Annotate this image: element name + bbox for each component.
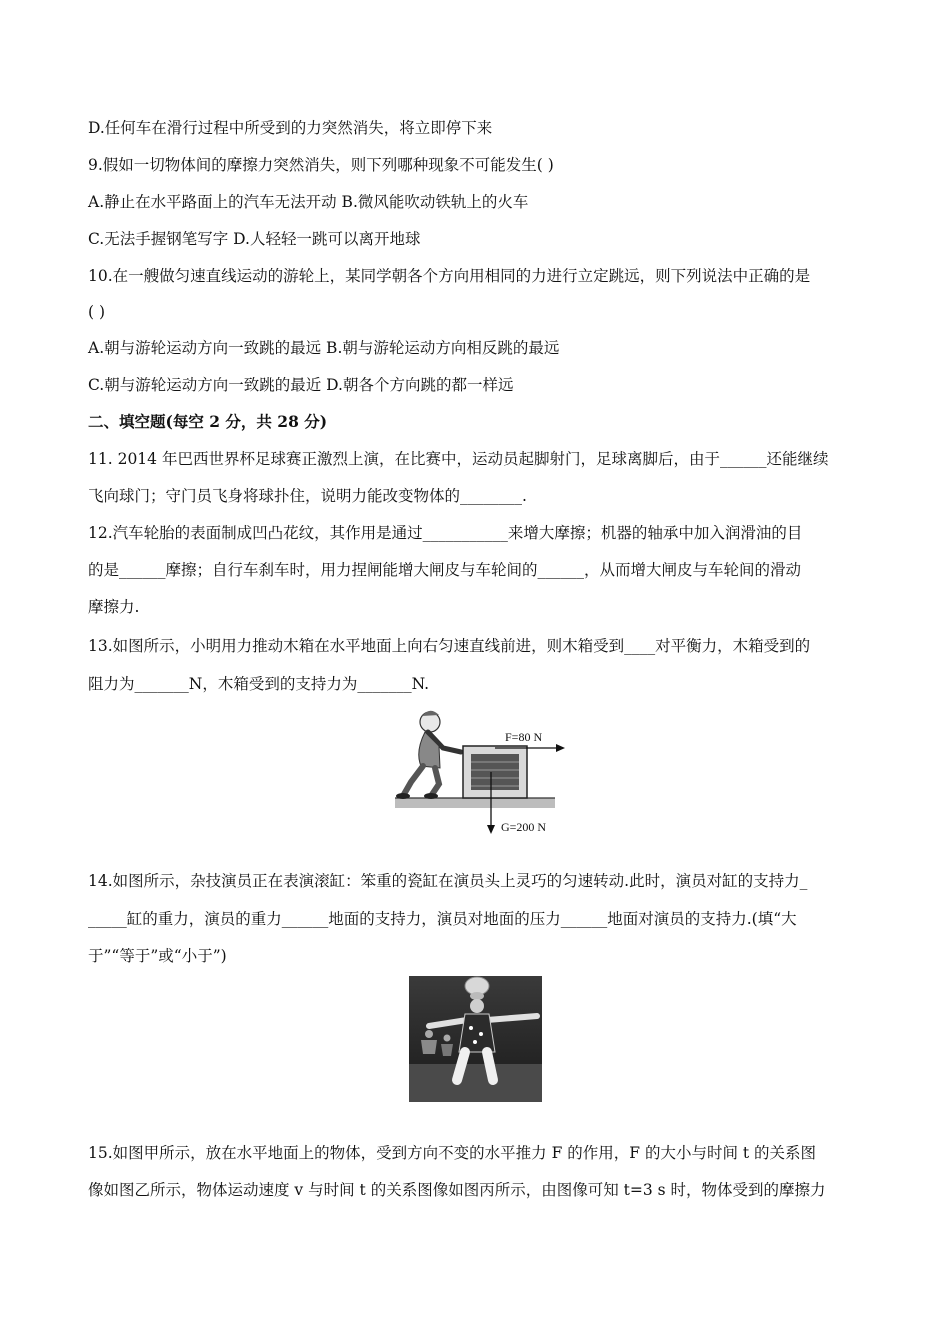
text-line: 摩擦力. xyxy=(88,598,140,616)
text-line: 像如图乙所示，物体运动速度 v 与时间 t 的关系图像如图丙所示，由图像可知 t=3 s 时，物体受到的摩擦力 xyxy=(88,1181,826,1199)
text-line: D.任何车在滑行过程中所受到的力突然消失，将立即停下来 xyxy=(88,119,493,137)
push-box-figure xyxy=(395,702,570,840)
weight-label: G=200 N xyxy=(501,820,547,834)
text-line: 13.如图所示，小明用力推动木箱在水平地面上向右匀速直线前进，则木箱受到____对平衡力，木箱受到的 xyxy=(88,637,811,655)
text-line: 的是______摩擦；自行车刹车时，用力捏闸能增大闸皮与车轮间的______，从而增大闸皮与车轮间的滑动 xyxy=(88,561,802,579)
text-line: 12.汽车轮胎的表面制成凹凸花纹，其作用是通过___________来增大摩擦；机器的轴承中加入润滑油的目 xyxy=(88,524,803,542)
acrobat-drawing xyxy=(409,976,542,1102)
text-line: 11. 2014 年巴西世界杯足球赛正激烈上演，在比赛中，运动员起脚射门，足球离脚后，由于______还能继续 xyxy=(88,450,829,468)
text-line: 飞向球门；守门员飞身将球扑住，说明力能改变物体的________. xyxy=(88,487,527,505)
text-line: 10.在一艘做匀速直线运动的游轮上，某同学朝各个方向用相同的力进行立定跳远，则下列说法中正确的是 xyxy=(88,267,811,285)
section-heading: 二、填空题(每空 2 分，共 28 分) xyxy=(88,412,328,431)
acrobat-photo xyxy=(409,976,542,1102)
text-line: C.朝与游轮运动方向一致跳的最近 D.朝各个方向跳的都一样远 xyxy=(88,376,514,394)
text-line: A.静止在水平路面上的汽车无法开动 B.微风能吹动铁轨上的火车 xyxy=(88,193,529,211)
text-line: 9.假如一切物体间的摩擦力突然消失，则下列哪种现象不可能发生( ) xyxy=(88,156,554,174)
force-label: F=80 N xyxy=(505,730,543,744)
text-line: 于”“等于”或“小于”) xyxy=(88,947,227,965)
text-line: _____缸的重力，演员的重力______地面的支持力，演员对地面的压力______地面对演员的支持力.(填“大 xyxy=(88,910,797,928)
text-line: ( ) xyxy=(88,303,106,321)
text-line: 阻力为_______N，木箱受到的支持力为_______N. xyxy=(88,675,430,693)
text-line: A.朝与游轮运动方向一致跳的最远 B.朝与游轮运动方向相反跳的最远 xyxy=(88,339,560,357)
text-line: C.无法手握钢笔写字 D.人轻轻一跳可以离开地球 xyxy=(88,230,421,248)
text-line: 14.如图所示，杂技演员正在表演滚缸：笨重的瓷缸在演员头上灵巧的匀速转动.此时，演员对缸的支持力_ xyxy=(88,872,808,890)
text-line: 15.如图甲所示，放在水平地面上的物体，受到方向不变的水平推力 F 的作用，F 的大小与时间 t 的关系图 xyxy=(88,1144,817,1162)
